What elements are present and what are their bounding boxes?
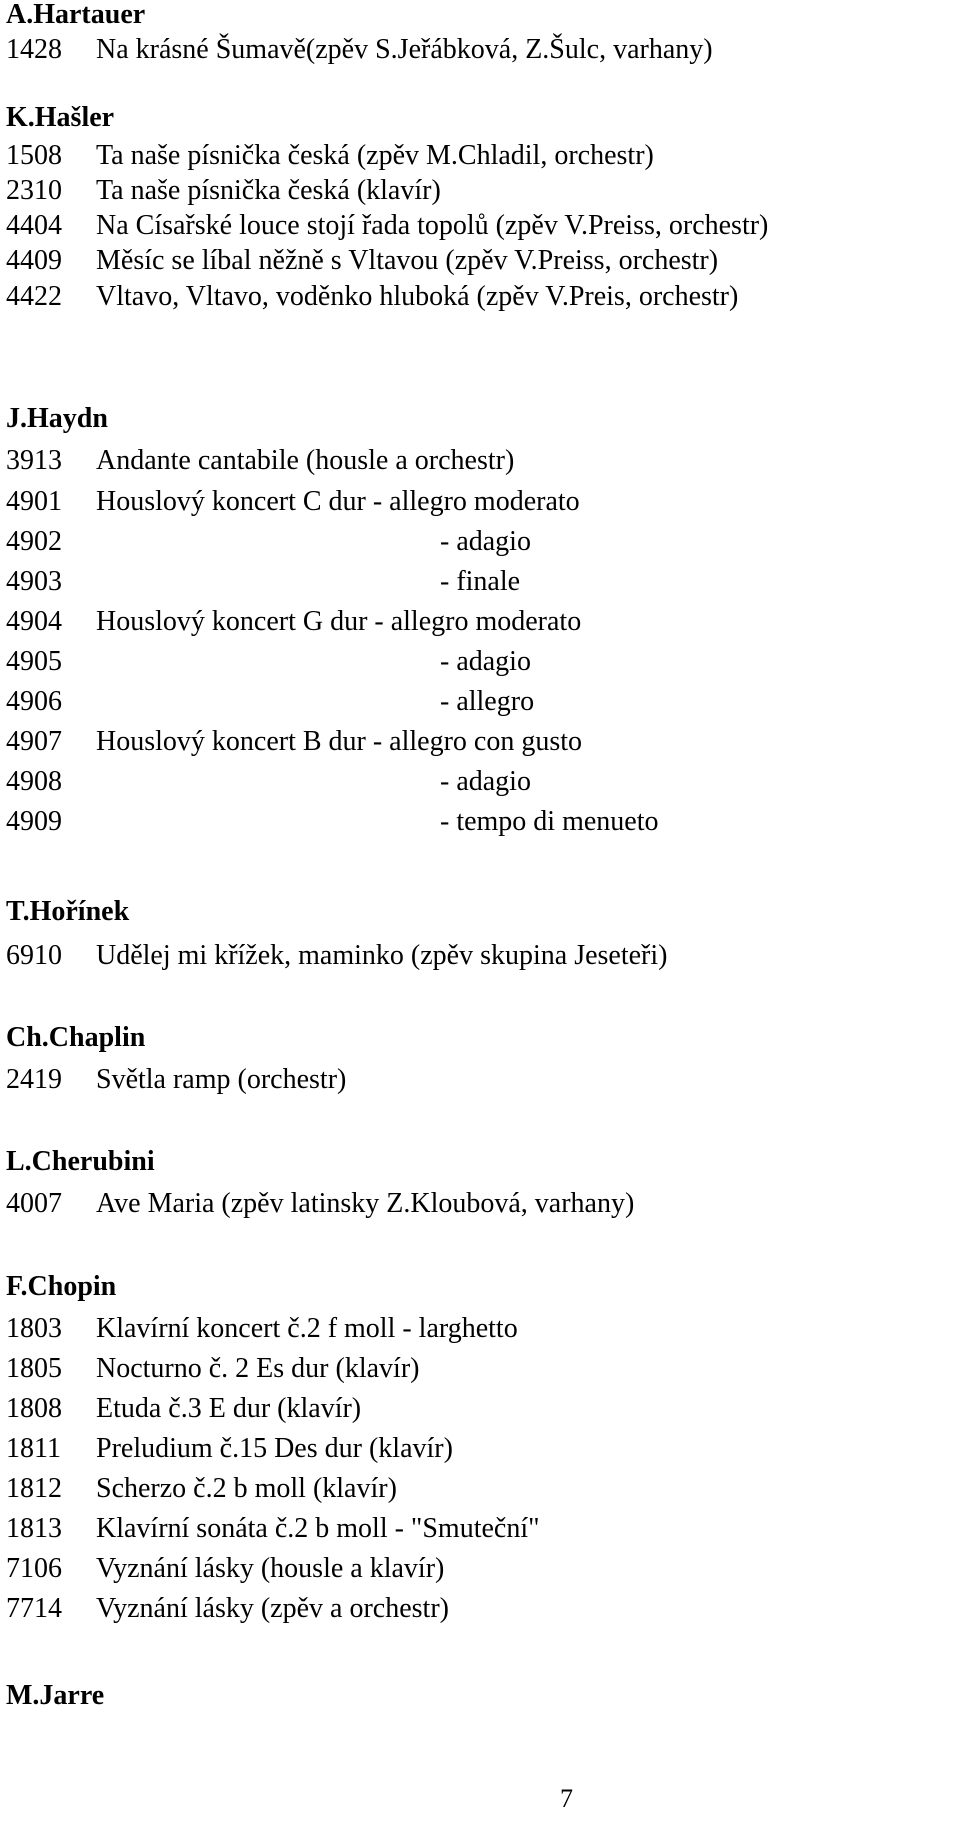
catalog-number: 4404 (6, 210, 62, 241)
composer-heading-hasler: K.Hašler (6, 102, 115, 133)
catalog-number: 3913 (6, 445, 62, 476)
composer-heading-horinek: T.Hořínek (6, 896, 130, 927)
entry-title: Ta naše písnička česká (klavír) (96, 175, 441, 206)
entry-title: Houslový koncert B dur - allegro con gusto (96, 726, 583, 757)
catalog-number: 4409 (6, 245, 62, 276)
entry-title: Houslový koncert G dur - allegro moderato (96, 606, 582, 637)
composer-heading-chopin: F.Chopin (6, 1271, 117, 1302)
entry-title: - tempo di menueto (440, 806, 659, 837)
entry-title: Ave Maria (zpěv latinsky Z.Kloubová, varhany) (96, 1188, 635, 1219)
catalog-number: 1813 (6, 1513, 62, 1544)
catalog-number: 1808 (6, 1393, 62, 1424)
catalog-number: 1805 (6, 1353, 62, 1384)
entry-title: Měsíc se líbal něžně s Vltavou (zpěv V.Preiss, orchestr) (96, 245, 719, 276)
entry-title: Scherzo č.2 b moll (klavír) (96, 1473, 397, 1504)
entry-title: Klavírní koncert č.2 f moll - larghetto (96, 1313, 518, 1344)
entry-title: Vltavo, Vltavo, voděnko hluboká (zpěv V.Preis, orchestr) (96, 281, 739, 312)
composer-heading-chaplin: Ch.Chaplin (6, 1022, 146, 1053)
catalog-number: 7714 (6, 1593, 62, 1624)
catalog-number: 4906 (6, 686, 62, 717)
entry-title: - finale (440, 566, 521, 597)
catalog-number: 4907 (6, 726, 62, 757)
catalog-number: 4909 (6, 806, 62, 837)
catalog-number: 4422 (6, 281, 62, 312)
catalog-number: 6910 (6, 940, 62, 971)
page-number: 7 (560, 1784, 573, 1813)
entry-title: - allegro (440, 686, 535, 717)
catalog-number: 1811 (6, 1433, 61, 1464)
composer-heading-hartauer: A.Hartauer (6, 0, 146, 30)
catalog-number: 1428 (6, 34, 62, 65)
catalog-number: 1803 (6, 1313, 62, 1344)
entry-title: Nocturno č. 2 Es dur (klavír) (96, 1353, 420, 1384)
entry-title: Etuda č.3 E dur (klavír) (96, 1393, 362, 1424)
catalog-number: 4902 (6, 526, 62, 557)
composer-heading-cherubini: L.Cherubini (6, 1146, 155, 1177)
entry-title: Klavírní sonáta č.2 b moll - "Smuteční" (96, 1513, 540, 1544)
entry-title: Ta naše písnička česká (zpěv M.Chladil, orchestr) (96, 140, 654, 171)
entry-title: Andante cantabile (housle a orchestr) (96, 445, 515, 476)
catalog-number: 4904 (6, 606, 62, 637)
entry-title: - adagio (440, 526, 531, 557)
entry-title: Houslový koncert C dur - allegro moderato (96, 486, 580, 517)
catalog-number: 7106 (6, 1553, 62, 1584)
catalog-number: 4905 (6, 646, 62, 677)
composer-heading-haydn: J.Haydn (6, 403, 108, 434)
composer-heading-jarre: M.Jarre (6, 1680, 105, 1711)
entry-title: Na krásné Šumavě(zpěv S.Jeřábková, Z.Šulc, varhany) (96, 34, 713, 65)
entry-title: Vyznání lásky (zpěv a orchestr) (96, 1593, 449, 1624)
entry-title: Udělej mi křížek, maminko (zpěv skupina Jeseteři) (96, 940, 668, 971)
catalog-number: 2419 (6, 1064, 62, 1095)
entry-title: - adagio (440, 766, 531, 797)
catalog-number: 4007 (6, 1188, 62, 1219)
catalog-number: 1508 (6, 140, 62, 171)
catalog-number: 4901 (6, 486, 62, 517)
entry-title: Na Císařské louce stojí řada topolů (zpěv V.Preiss, orchestr) (96, 210, 769, 241)
entry-title: Světla ramp (orchestr) (96, 1064, 347, 1095)
entry-title: Preludium č.15 Des dur (klavír) (96, 1433, 453, 1464)
entry-title: Vyznání lásky (housle a klavír) (96, 1553, 445, 1584)
catalog-number: 4908 (6, 766, 62, 797)
catalog-number: 4903 (6, 566, 62, 597)
catalog-number: 1812 (6, 1473, 62, 1504)
entry-title: - adagio (440, 646, 531, 677)
catalog-number: 2310 (6, 175, 62, 206)
